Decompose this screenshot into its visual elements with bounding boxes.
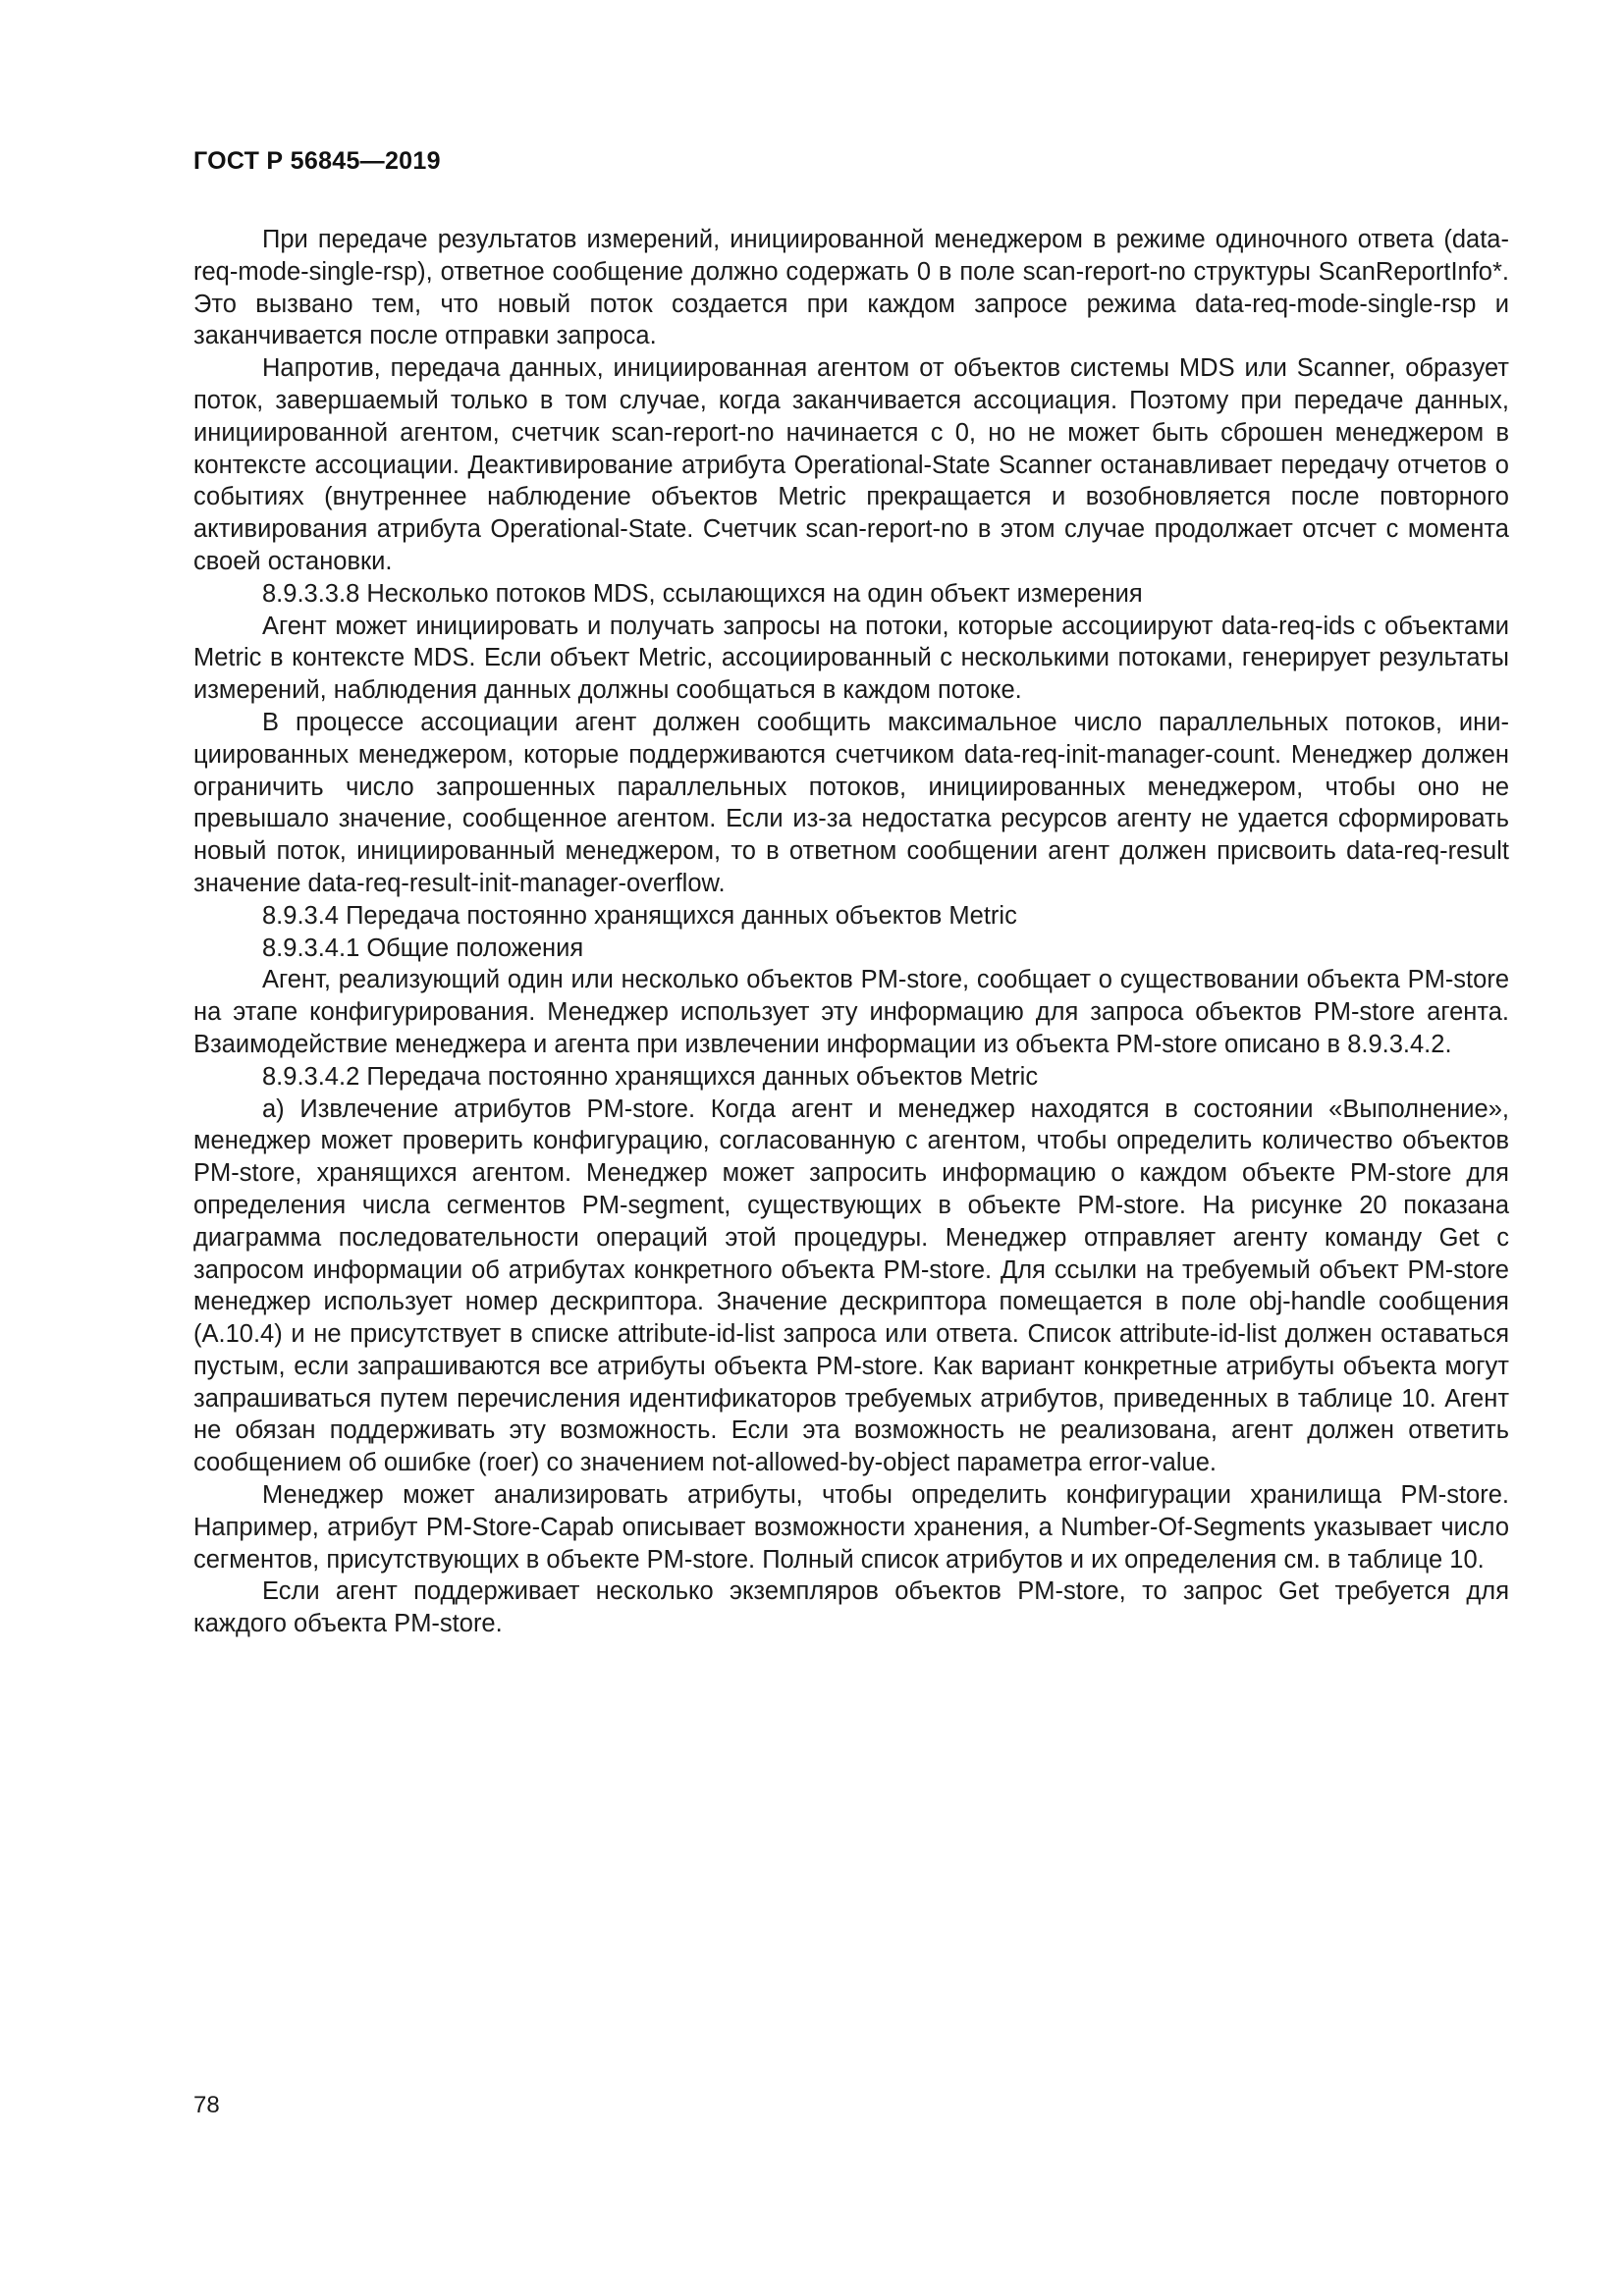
list-item: a) Извлечение атрибутов PM-store. Когда агент и менеджер находятся в состоянии «Выполнение», менеджер может проверить конфигурацию, согласованную с агентом, чтобы определить количество объектов PM-store, хранящихся агентом. Менеджер может запросить информацию о каждом объекте PM-store для определения числа сегментов PM-segment, существующих в объекте PM-store. На рисунке 20 показана диаграмма последовательности операций этой процедуры. Менеджер отправляет агенту команду Get с запросом информации об атрибутах конкретного объекта PM-store. Для ссылки на требуемый объект PM-store менеджер использует номер дескриптора. Значение дескриптора помещается в поле obj-handle сообщения (A.10.4) и не присутствует в списке attribute-id-list запроса или ответа. Список attribute-id-list должен оставаться пустым, если запрашиваются все атрибуты объекта PM-store. Как вариант конкретные атрибуты объекта могут запрашиваться путем перечисления идентификаторов требуемых атрибутов, приведенных в таблице 10. Агент не обязан поддерживать эту возможность. Если эта возможность не реализована, агент должен ответить сообщением об ошибке (roer) со значением not-allowed-by-object параметра error-value.	[193, 1095, 1509, 1477]
paragraph: Агент, реализующий один или несколько объектов PM-store, сообщает о существовании объекта PM-store на этапе конфигурирования. Менеджер использует эту информацию для запроса объектов PM-store агента. Взаимодействие менеджера и агента при извлечении информации из объекта PM-store описано в 8.9.3.4.2.	[193, 966, 1509, 1058]
paragraph: В процессе ассоциации агент должен сообщить максимальное число параллельных потоков, инициированных менеджером, которые поддерживаются счетчиком data-req-init-manager-count. Менеджер должен ограничить число запрошенных параллельных потоков, инициированных менеджером, чтобы оно не превышало значение, сообщенное агентом. Если из-за недостатка ресурсов агенту не удается сформировать новый поток, инициированный менеджером, то в ответном сообщении агент должен присвоить data-req-result значение data-req-result-init-manager-overflow.	[193, 708, 1509, 897]
section-heading: 8.9.3.3.8 Несколько потоков MDS, ссылающихся на один объект измерения	[262, 579, 1143, 608]
paragraph: Агент может инициировать и получать запросы на потоки, которые ассоциируют data-req-ids с объектами Metric в контексте MDS. Если объект Metric, ассоциированный с несколькими потоками, генерирует результаты измерений, наблюдения данных должны сообщаться в каждом потоке.	[193, 612, 1509, 705]
paragraph: Напротив, передача данных, инициированная агентом от объектов системы MDS или Scanner, образует поток, завершаемый только в том случае, когда заканчивается ассоциация. Поэтому при передаче данных, инициированной агентом, счетчик scan-report-no начинается с 0, но не может быть сброшен менеджером в контексте ассоциации. Деактивирование атрибута Operational-State Scanner останавливает передачу отчетов о событиях (внутреннее наблюдение объектов Metric прекращается и возобновляется после повторного активирования атрибута Operational-State. Счетчик scan-report-no в этом случае продолжает отсчет с момента своей остановки.	[193, 354, 1509, 575]
paragraph: Менеджер может анализировать атрибуты, чтобы определить конфигурации хранилища PM-store. Например, атрибут PM-Store-Capab описывает возможности хранения, а Number-Of-Segments указывает число сегментов, присутствующих в объекте PM-store. Полный список атрибутов и их определения см. в таблице 10.	[193, 1481, 1509, 1574]
paragraph: При передаче результатов измерений, инициированной менеджером в режиме одиночного ответа (data-req-mode-single-rsp), ответное сообщение должно содержать 0 в поле scan-report-no структуры ScanReportInfo*. Это вызвано тем, что новый поток создается при каждом запросе режима data-req-mode-single-rsp и заканчивается после отправки запроса.	[193, 226, 1509, 350]
section-heading: 8.9.3.4 Передача постоянно хранящихся данных объектов Metric	[262, 901, 1017, 930]
document-header: ГОСТ Р 56845—2019	[193, 147, 441, 175]
section-heading: 8.9.3.4.2 Передача постоянно хранящихся данных объектов Metric	[262, 1062, 1039, 1091]
section-heading: 8.9.3.4.1 Общие положения	[262, 934, 584, 962]
page-number: 78	[193, 2092, 220, 2118]
document-body	[193, 224, 1509, 1640]
paragraph: Если агент поддерживает несколько экземпляров объектов PM-store, то запрос Get требуется для каждого объекта PM-store.	[193, 1577, 1509, 1638]
